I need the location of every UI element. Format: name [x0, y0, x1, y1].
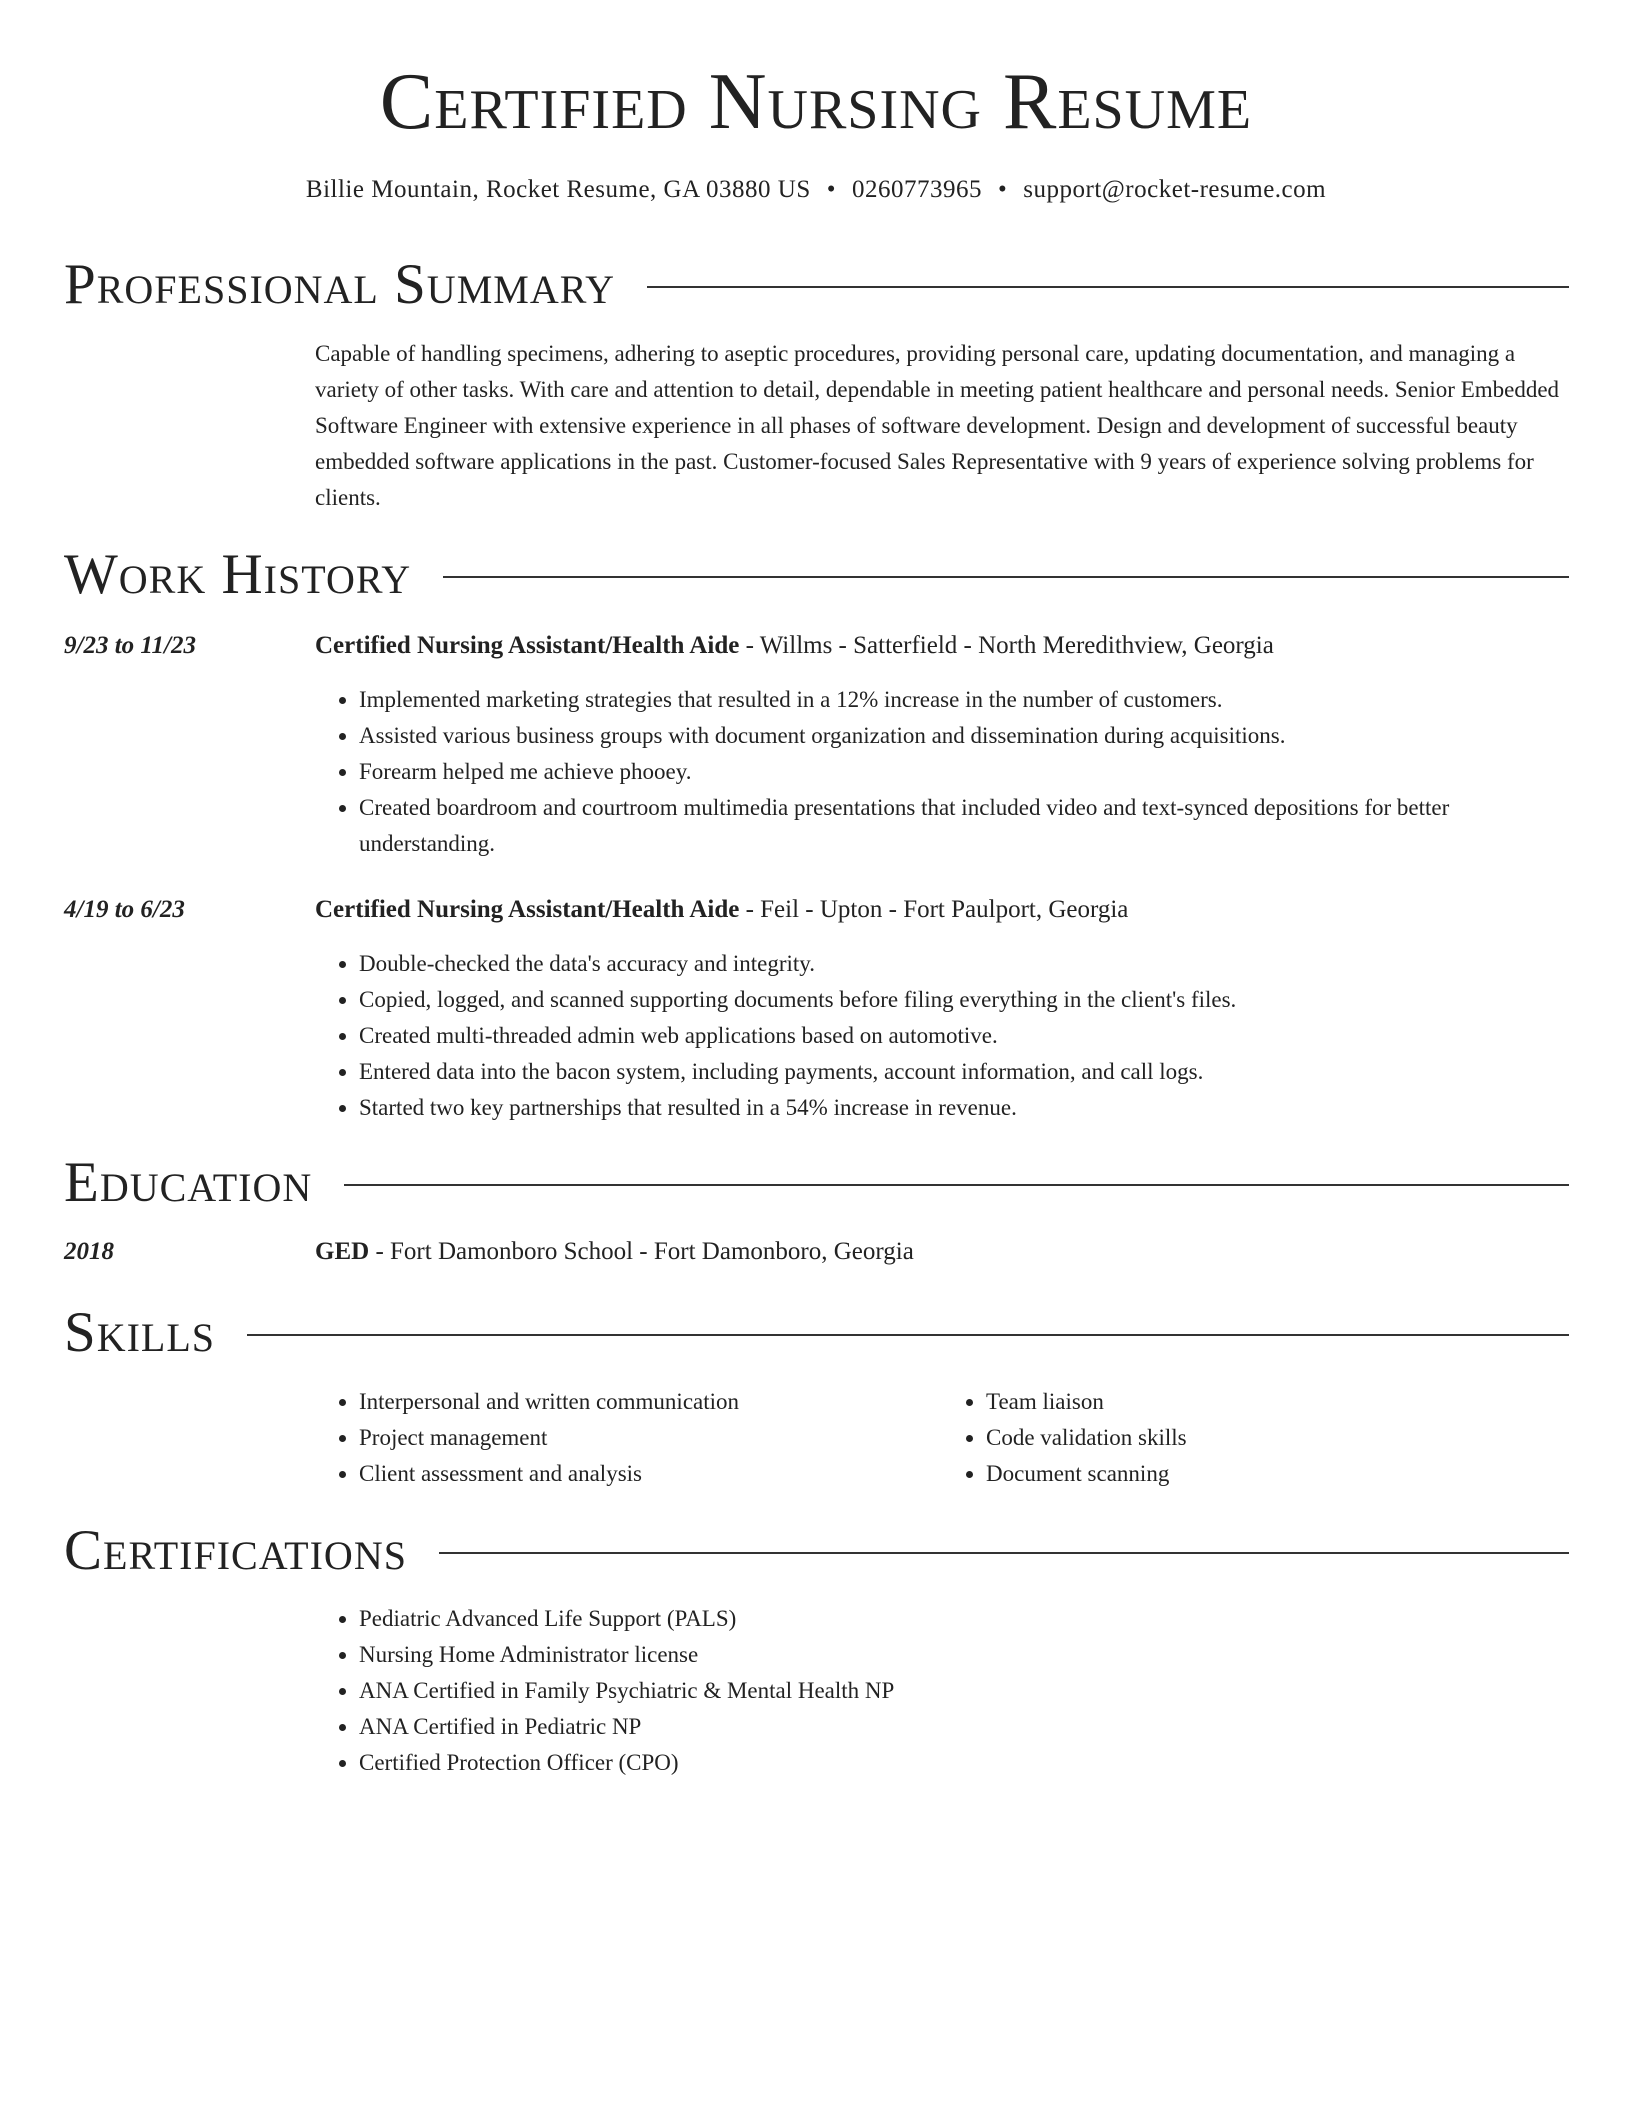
education-section-heading [64, 1148, 1569, 1218]
section-divider [443, 576, 1569, 578]
work-heading: Work History [64, 543, 412, 606]
section-divider [247, 1334, 1569, 1336]
education-school: - Fort Damonboro School - Fort Damonboro, Georgia [369, 1238, 914, 1265]
job-bullets [315, 682, 1569, 862]
job-bullet: • Created multi-threaded admin web applications based on automotive. [359, 1018, 1569, 1054]
certifications-section-heading [64, 1516, 1569, 1586]
section-divider [647, 286, 1569, 288]
certification-item: • Nursing Home Administrator license [359, 1637, 1569, 1673]
contact-line [0, 172, 1632, 208]
section-divider [439, 1552, 1569, 1554]
job-bullet: • Forearm helped me achieve phooey. [359, 754, 1569, 790]
skill-item: • Document scanning [986, 1456, 1569, 1492]
job-title: Certified Nursing Assistant/Health Aide [315, 896, 740, 923]
skill-item: • Interpersonal and written communication [359, 1384, 942, 1420]
certification-item: • ANA Certified in Pediatric NP [359, 1709, 1569, 1745]
education-line [315, 1234, 1569, 1270]
job-bullet: • Created boardroom and courtroom multimedia presentations that included video and text-synced depositions for better understanding. [359, 790, 1569, 862]
summary-text: Capable of handling specimens, adhering to aseptic procedures, providing personal care, updating documentation, and managing a variety of other tasks. With care and attention to detail, dependable in meeting patient healthcare and personal needs. Senior Embedded Software Engineer with extensive experience in all phases of software development. Design and development of successful beauty embedded software applications in the past. Customer-focused Sales Representative with 9 years of experience solving problems for clients. [315, 341, 1560, 510]
certification-item: • ANA Certified in Family Psychiatric & Mental Health NP [359, 1673, 1569, 1709]
job-bullet: • Implemented marketing strategies that resulted in a 12% increase in the number of customers. [359, 682, 1569, 718]
summary-section-heading [64, 250, 1569, 320]
job-title-line [315, 892, 1569, 928]
job-company: - Feil - Upton - Fort Paulport, Georgia [739, 896, 1129, 923]
skills-section-heading [64, 1298, 1569, 1368]
skills-list [315, 1384, 1569, 1492]
certifications-heading: Certifications [64, 1519, 407, 1582]
job-entry [315, 892, 1569, 1126]
summary-heading: Professional Summary [64, 253, 616, 316]
skill-item: • Code validation skills [986, 1420, 1569, 1456]
job-bullet: • Started two key partnerships that resulted in a 54% increase in revenue. [359, 1090, 1569, 1126]
job-company: - Willms - Satterfield - North Meredithview, Georgia [739, 632, 1274, 659]
certification-items [315, 1601, 1569, 1781]
section-divider [344, 1184, 1569, 1186]
resume-title: Certified Nursing Resume [379, 58, 1253, 146]
skill-item: • Client assessment and analysis [359, 1456, 942, 1492]
education-heading: Education [64, 1151, 313, 1214]
job-bullet: • Double-checked the data's accuracy and integrity. [359, 946, 1569, 982]
job-title-line [315, 628, 1569, 664]
certification-item: • Pediatric Advanced Life Support (PALS) [359, 1601, 1569, 1637]
skills-grid [315, 1384, 1569, 1492]
certification-item: • Certified Protection Officer (CPO) [359, 1745, 1569, 1781]
contact-address: Billie Mountain, Rocket Resume, GA 03880 US [305, 176, 811, 203]
contact-separator: • [998, 176, 1008, 203]
skill-item: • Team liaison [986, 1384, 1569, 1420]
certifications-list [315, 1601, 1569, 1781]
job-dates: 9/23 to 11/23 [64, 632, 196, 659]
work-section-heading [64, 540, 1569, 610]
skills-heading: Skills [64, 1301, 216, 1364]
job-dates: 4/19 to 6/23 [64, 896, 185, 923]
contact-email: support@rocket-resume.com [1023, 176, 1327, 203]
skills-column-right [942, 1384, 1569, 1492]
skill-item: • Project management [359, 1420, 942, 1456]
skills-column-left [315, 1384, 942, 1492]
education-degree: GED [315, 1238, 370, 1265]
education-year: 2018 [64, 1238, 114, 1265]
job-bullets [315, 946, 1569, 1126]
summary-body [315, 336, 1569, 516]
job-bullet: • Assisted various business groups with document organization and dissemination during acquisitions. [359, 718, 1569, 754]
contact-phone: 0260773965 [852, 176, 983, 203]
job-title: Certified Nursing Assistant/Health Aide [315, 632, 740, 659]
job-entry [315, 628, 1569, 862]
job-bullet: • Entered data into the bacon system, including payments, account information, and call logs. [359, 1054, 1569, 1090]
job-bullet: • Copied, logged, and scanned supporting documents before filing everything in the client's files. [359, 982, 1569, 1018]
education-entry [315, 1234, 1569, 1270]
contact-separator: • [826, 176, 837, 203]
